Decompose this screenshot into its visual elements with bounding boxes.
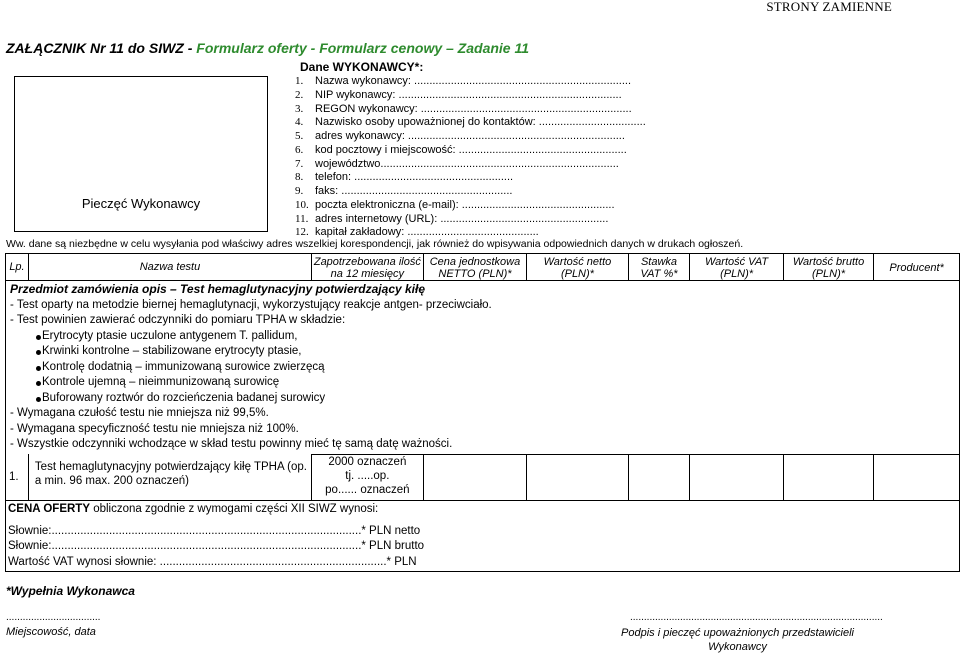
list-item-number: 11. — [295, 212, 309, 225]
list-item-label: adres wykonawcy: ....................................................................... — [315, 130, 625, 142]
contractor-data-list — [295, 75, 646, 240]
list-item: Kontrolę dodatnią – immunizowaną surowice zwierzęcą — [10, 360, 955, 376]
list-item-number: 10. — [295, 198, 309, 211]
data-usage-note: Ww. dane są niezbędne w celu wysyłania pod właściwy adres wszelkiej korespondencji, jak również do wpisywania odpowiednich danych w drukach ogłoszeń. — [6, 238, 744, 250]
signature-label: Podpis i pieczęć upoważnionych przedstawicieli Wykonawcy — [621, 627, 854, 653]
filled-by-contractor-note: *Wypełnia Wykonawca — [6, 584, 135, 598]
col-header-name: Nazwa testu — [28, 254, 311, 281]
table-header-row — [6, 254, 960, 281]
list-item[interactable] — [295, 130, 646, 144]
row-producer-cell[interactable] — [874, 454, 960, 500]
title-form: Formularz oferty - Formularz cenowy – Zadanie 11 — [196, 40, 530, 56]
list-item-label: kapitał zakładowy: ........................................... — [315, 226, 539, 239]
row-lp-cell: 1. — [6, 454, 29, 500]
list-item-label: kod pocztowy i miejscowość: ....................................................... — [315, 143, 627, 156]
vat-in-words[interactable]: Wartość VAT wynosi słownie: .......................................................................* PLN — [8, 555, 417, 568]
list-item-number: 4. — [295, 116, 304, 129]
list-item-label: telefon: .................................................... — [315, 171, 514, 184]
list-item[interactable] — [295, 103, 646, 117]
requirement-line: - Wymagana czułość testu nie mniejsza niż 99,5%. — [10, 407, 269, 419]
description-row — [6, 281, 960, 455]
col-header-quantity: Zapotrzebowana ilość na 12 miesięcy — [312, 254, 424, 281]
row-name-cell: Test hemaglutynacyjny potwierdzający kiłę TPHA (op. a min. 96 max. 200 oznaczeń) — [28, 454, 311, 500]
offer-price-cell — [6, 500, 960, 572]
offer-price-heading: CENA OFERTY obliczona zgodnie z wymogami części XII SIWZ wynosi: — [8, 502, 379, 515]
subject-heading: Przedmiot zamówienia opis – Test hemaglutynacyjny potwierdzający kiłę — [10, 282, 426, 296]
list-item: Erytrocyty ptasie uczulone antygenem T. pallidum, — [10, 329, 955, 345]
list-item[interactable] — [295, 116, 646, 130]
list-item[interactable] — [295, 171, 646, 185]
list-item: Krwinki kontrolne – stabilizowane erytrocyty ptasie, — [10, 344, 955, 360]
list-item: Buforowany roztwór do rozcieńczenia badanej surowicy — [10, 391, 955, 407]
place-date-line[interactable]: .................................. — [6, 612, 101, 623]
row-quantity-cell: 2000 oznaczeń tj. .....op. po...... oznaczeń — [312, 454, 424, 500]
col-header-vat-rate: Stawka VAT %* — [628, 254, 690, 281]
list-item-label: poczta elektroniczna (e-mail): .................................................. — [315, 198, 615, 211]
contractor-stamp-box — [14, 76, 268, 232]
list-item-number: 7. — [295, 157, 304, 170]
row-net-value-cell[interactable] — [527, 454, 628, 500]
list-item-label: Nazwisko osoby upoważnionej do kontaktów: ................................... — [315, 116, 646, 129]
stamp-label: Pieczęć Wykonawcy — [81, 196, 201, 211]
row-vat-value-cell[interactable] — [690, 454, 783, 500]
list-item-number: 3. — [295, 102, 304, 115]
table-row — [6, 454, 960, 500]
requirement-line: - Wymagana specyficzność testu nie mniejsza niż 100%. — [10, 422, 299, 435]
list-item[interactable] — [295, 144, 646, 158]
list-item[interactable] — [295, 185, 646, 199]
page-header-note: STRONY ZAMIENNE — [766, 0, 892, 14]
amount-in-words-net[interactable]: Słownie:.................................................................................................* PLN netto — [8, 524, 421, 537]
col-header-lp: Lp. — [6, 254, 29, 281]
list-item: Kontrole ujemną – nieimmunizowaną surowicę — [10, 375, 955, 391]
signature-line[interactable]: ........................................................................................... — [630, 612, 883, 623]
contractor-data-heading: Dane WYKONAWCY*: — [300, 60, 424, 74]
list-item-number: 1. — [295, 75, 304, 87]
description-cell — [6, 281, 960, 455]
list-item-number: 9. — [295, 185, 304, 197]
list-item-number: 2. — [295, 88, 304, 101]
list-item-number: 5. — [295, 130, 304, 142]
requirement-line: - Test powinien zawierać odczynniki do pomiaru TPHA w składzie: — [10, 314, 346, 326]
row-gross-value-cell[interactable] — [783, 454, 873, 500]
list-item[interactable] — [295, 158, 646, 172]
row-vat-rate-cell[interactable] — [628, 454, 690, 500]
requirement-line: - Test oparty na metodzie biernej hemaglutynacji, wykorzystujący reakcje antgen- przeciwciało. — [10, 298, 492, 311]
col-header-net-value: Wartość netto (PLN)* — [527, 254, 628, 281]
list-item-number: 6. — [295, 143, 304, 156]
list-item-number: 8. — [295, 171, 304, 184]
row-unit-price-cell[interactable] — [423, 454, 527, 500]
price-table — [5, 253, 960, 572]
amount-in-words-gross[interactable]: Słownie:.................................................................................................* PLN brutto — [8, 540, 425, 552]
list-item[interactable] — [295, 89, 646, 103]
list-item-label: NIP wykonawcy: ......................................................................... — [315, 88, 622, 101]
list-item-number: 12. — [295, 226, 309, 239]
place-date-label: Miejscowość, data — [6, 626, 96, 638]
requirement-line: - Wszystkie odczynniki wchodzące w skład testu powinny mieć tę samą datę ważności. — [10, 438, 453, 450]
offer-price-row — [6, 500, 960, 572]
list-item-label: faks: ........................................................ — [315, 185, 513, 197]
col-header-unit-price: Cena jednostkowa NETTO (PLN)* — [423, 254, 527, 281]
col-header-gross-value: Wartość brutto (PLN)* — [783, 254, 873, 281]
list-item-label: REGON wykonawcy: ..................................................................... — [315, 102, 632, 115]
list-item[interactable] — [295, 75, 646, 89]
title-annex: ZAŁĄCZNIK Nr 11 do SIWZ - — [6, 40, 197, 56]
list-item[interactable] — [295, 213, 646, 227]
document-title — [6, 40, 529, 56]
list-item[interactable] — [295, 199, 646, 213]
list-item-label: województwo.............................................................................. — [315, 157, 619, 170]
list-item-label: Nazwa wykonawcy: ....................................................................... — [315, 75, 632, 87]
list-item-label: adres internetowy (URL): ....................................................... — [315, 212, 609, 225]
col-header-vat-value: Wartość VAT (PLN)* — [690, 254, 783, 281]
col-header-producer: Producent* — [874, 254, 960, 281]
